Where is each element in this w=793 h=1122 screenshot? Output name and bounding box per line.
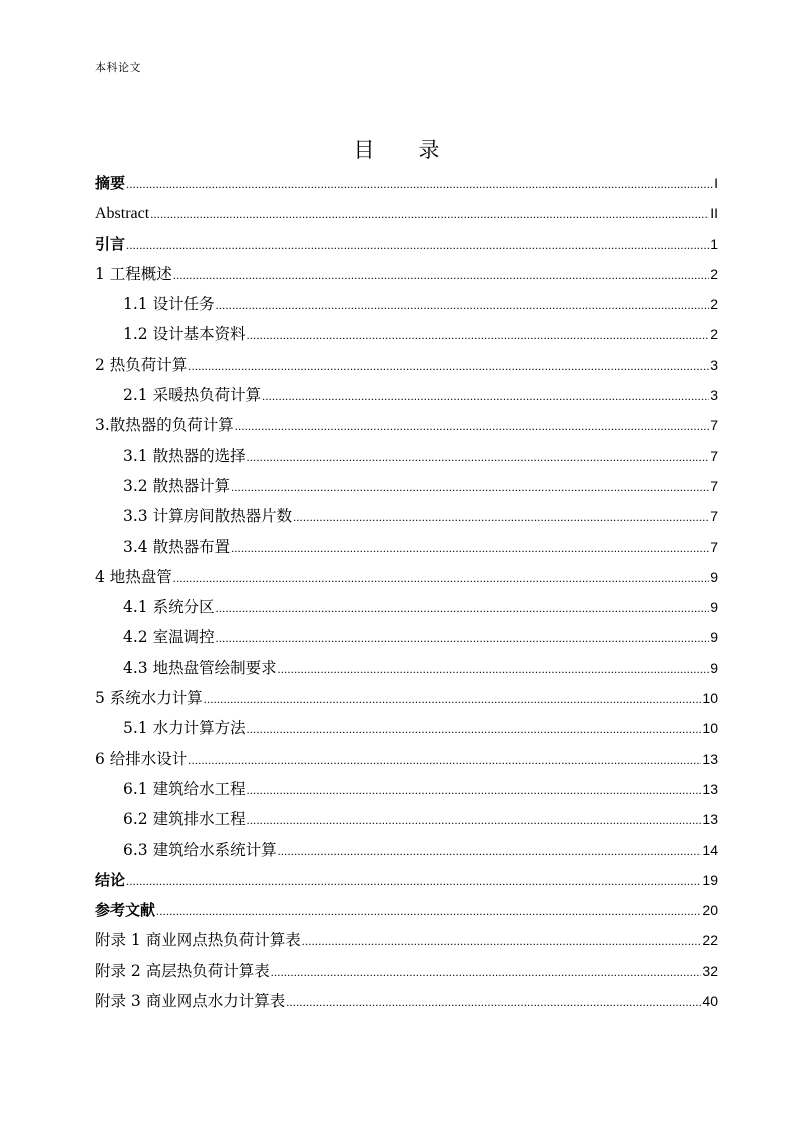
toc-entry-page-number: 22: [702, 932, 718, 949]
toc-entry-label: 6.1 建筑给水工程: [123, 779, 246, 798]
toc-entry-page-number: 7: [710, 538, 718, 555]
toc-entry-label: 2 热负荷计算: [95, 355, 188, 374]
toc-entry[interactable]: [95, 229, 718, 259]
toc-dot-leader: [247, 805, 702, 835]
toc-entry-label: 4.1 系统分区: [123, 598, 215, 617]
toc-dot-leader: [278, 836, 702, 866]
toc-entry[interactable]: [95, 441, 718, 471]
toc-entry[interactable]: [95, 895, 718, 925]
toc-entry-page-number: 9: [710, 599, 718, 616]
toc-dot-leader: [262, 381, 709, 411]
toc-entry[interactable]: [95, 592, 718, 622]
toc-dot-leader: [302, 926, 702, 956]
toc-entry-page-number: 3: [710, 387, 718, 404]
toc-entry-page-number: 13: [702, 750, 718, 767]
toc-entry-label: 参考文献: [95, 901, 156, 920]
toc-entry[interactable]: [95, 380, 718, 410]
toc-entry-label: Abstract: [95, 205, 150, 223]
toc-entry-label: 4.3 地热盘管绘制要求: [123, 658, 277, 677]
toc-entry[interactable]: [95, 925, 718, 955]
toc-dot-leader: [188, 351, 709, 381]
toc-entry-label: 3.3 计算房间散热器片数: [123, 507, 293, 526]
toc-dot-leader: [216, 623, 710, 653]
toc-entry-page-number: 13: [702, 780, 718, 797]
toc-entry-page-number: 19: [702, 871, 718, 888]
toc-dot-leader: [247, 442, 710, 472]
toc-dot-leader: [173, 563, 709, 593]
toc-entry[interactable]: [95, 259, 718, 289]
toc-entry[interactable]: [95, 622, 718, 652]
toc-entry-page-number: 32: [702, 962, 718, 979]
toc-entry-page-number: 9: [710, 659, 718, 676]
toc-dot-leader: [293, 502, 709, 532]
toc-title-part2: 录: [418, 138, 440, 162]
page-header: 本科论文: [95, 61, 141, 74]
toc-entry-page-number: 13: [702, 811, 718, 828]
toc-entry-label: 1 工程概述: [95, 264, 172, 283]
toc-title: [0, 134, 793, 164]
toc-entry-label: 4 地热盘管: [95, 567, 172, 586]
toc-dot-leader: [204, 684, 702, 714]
toc-entry-label: 3.散热器的负荷计算: [95, 416, 234, 435]
toc-entry[interactable]: [95, 471, 718, 501]
toc-entry[interactable]: [95, 835, 718, 865]
toc-entry-page-number: 9: [710, 629, 718, 646]
toc-title-part1: 目: [353, 138, 375, 162]
toc-entry-page-number: 9: [710, 568, 718, 585]
toc-entry-page-number: 7: [710, 477, 718, 494]
toc-entry-page-number: I: [714, 175, 718, 191]
toc-entry[interactable]: [95, 713, 718, 743]
toc-entry-page-number: 7: [710, 447, 718, 464]
toc-entry[interactable]: [95, 319, 718, 349]
toc-entry-page-number: 2: [710, 296, 718, 313]
toc-dot-leader: [188, 745, 701, 775]
toc-entry-label: 6.3 建筑给水系统计算: [123, 840, 277, 859]
toc-entry[interactable]: [95, 986, 718, 1016]
toc-entry-page-number: 2: [710, 326, 718, 343]
toc-dot-leader: [173, 260, 709, 290]
toc-entry-label: 1.1 设计任务: [123, 295, 215, 314]
toc-entry[interactable]: [95, 501, 718, 531]
toc-dot-leader: [271, 957, 702, 987]
toc-entry[interactable]: [95, 774, 718, 804]
toc-entry[interactable]: [95, 289, 718, 319]
toc-entry-label: 引言: [95, 234, 126, 253]
toc-entry-page-number: 14: [702, 841, 718, 858]
toc-entry-label: 5.1 水力计算方法: [123, 719, 246, 738]
toc-entry-label: 6 给排水设计: [95, 749, 188, 768]
toc-entry[interactable]: [95, 168, 718, 198]
toc-entry[interactable]: [95, 744, 718, 774]
toc-dot-leader: [235, 411, 709, 441]
toc-entry-label: 3.2 散热器计算: [123, 476, 231, 495]
toc-entry-label: 6.2 建筑排水工程: [123, 810, 246, 829]
toc-entry-page-number: 3: [710, 356, 718, 373]
toc-entry[interactable]: [95, 956, 718, 986]
toc-entry-label: 结论: [95, 870, 126, 889]
toc-dot-leader: [231, 472, 709, 502]
toc-dot-leader: [150, 199, 709, 229]
toc-dot-leader: [231, 533, 709, 563]
toc-entry[interactable]: [95, 562, 718, 592]
toc-entry-page-number: 40: [702, 993, 718, 1010]
toc-entry-page-number: II: [710, 205, 718, 222]
toc-dot-leader: [247, 320, 710, 350]
toc-entry-label: 摘要: [95, 174, 126, 192]
toc-dot-leader: [286, 987, 701, 1017]
toc-entry-label: 附录 3 商业网点水力计算表: [95, 992, 286, 1011]
toc-list: [95, 168, 718, 1016]
toc-entry-page-number: 7: [710, 417, 718, 434]
toc-dot-leader: [126, 866, 701, 896]
toc-entry-page-number: 7: [710, 508, 718, 525]
toc-entry-page-number: 10: [702, 720, 718, 737]
toc-entry[interactable]: [95, 410, 718, 440]
toc-entry[interactable]: [95, 198, 718, 228]
toc-entry-page-number: 20: [702, 902, 718, 919]
toc-entry[interactable]: [95, 350, 718, 380]
toc-dot-leader: [247, 714, 702, 744]
toc-entry-label: 1.2 设计基本资料: [123, 325, 246, 344]
toc-dot-leader: [278, 654, 710, 684]
toc-entry[interactable]: [95, 683, 718, 713]
toc-entry-page-number: 1: [710, 235, 718, 252]
toc-entry[interactable]: [95, 865, 718, 895]
toc-entry-page-number: 10: [702, 690, 718, 707]
toc-entry-label: 附录 2 高层热负荷计算表: [95, 961, 270, 980]
toc-dot-leader: [156, 896, 701, 926]
toc-entry-label: 附录 1 商业网点热负荷计算表: [95, 931, 301, 950]
toc-dot-leader: [126, 169, 713, 199]
toc-entry[interactable]: [95, 804, 718, 834]
toc-entry-label: 4.2 室温调控: [123, 628, 215, 647]
toc-entry-page-number: 2: [710, 265, 718, 282]
toc-dot-leader: [126, 230, 709, 260]
toc-entry[interactable]: [95, 532, 718, 562]
toc-entry-label: 5 系统水力计算: [95, 689, 203, 708]
toc-entry-label: 3.1 散热器的选择: [123, 446, 246, 465]
toc-entry[interactable]: [95, 653, 718, 683]
toc-entry-label: 3.4 散热器布置: [123, 537, 231, 556]
toc-dot-leader: [247, 775, 702, 805]
toc-entry-label: 2.1 采暖热负荷计算: [123, 386, 262, 405]
toc-dot-leader: [216, 290, 710, 320]
toc-dot-leader: [216, 593, 710, 623]
